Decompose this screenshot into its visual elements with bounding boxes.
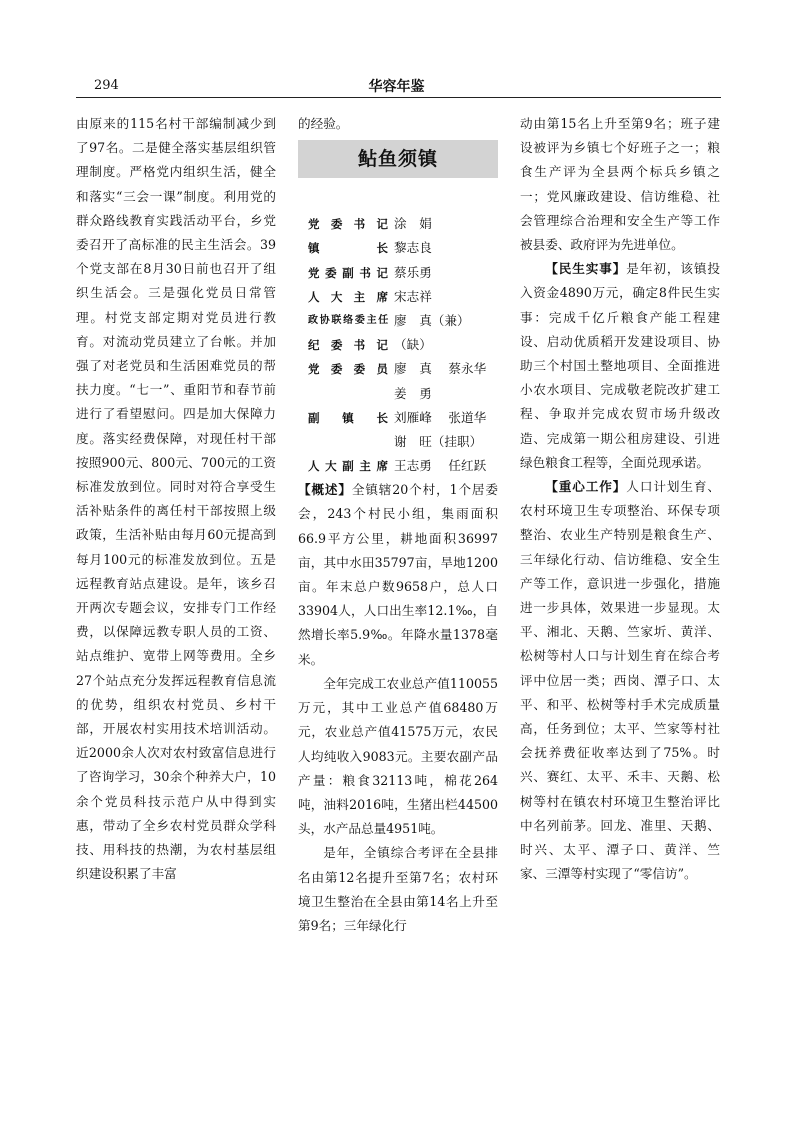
roster-role: 党委副书记	[308, 265, 388, 280]
town-section-title: 鲇鱼须镇	[298, 140, 498, 178]
roster-names: 涂 娟	[394, 216, 432, 232]
roster-names: （缺）	[394, 337, 432, 353]
leadership-roster	[308, 212, 498, 478]
section-heading-key-work: 【重心工作】	[545, 479, 627, 495]
overview-paragraph	[298, 478, 498, 672]
section-heading-overview: 【概述】	[298, 482, 352, 498]
column-3	[520, 112, 720, 887]
roster-row	[308, 430, 498, 454]
body-paragraph: 由原来的115名村干部编制减少到了97名。二是健全落实基层组织管理制度。严格党内组织生活，健全和落实“三会一课”制度。利用党的群众路线教育实践活动平台，乡党委召开了高标准的民主生活会。39个党支部在8月30日前也召开了组织生活会。三是强化党员日常管理。村党支部定期对党员进行教育。对流动党员建立了台帐。并加强了对老党员和生活困难党员的帮扶力度。“七一”、重阳节和春节前进行了看望慰问。四是加大保障力度。落实经费保障，对现任村干部按照900元、800元、700元的工资标准发放到位。同时对符合享受生活补贴条件的离任村干部按照上级政策，生活补贴由每月60元提高到每月100元的标准发放到位。五是远程教育站点建设。是年，该乡召开两次专题会议，安排专门工作经费，以保障远教专职人员的工资、站点维护、宽带上网等费用。全乡27个站点充分发挥远程教育信息流的优势，组织农村党员、乡村干部，开展农村实用技术培训活动。近2000余人次对农村致富信息进行了咨询学习，30余个种养大户，10余个党员科技示范户从中得到实惠，带动了全乡农村党员群众学科技、用科技的热潮，为农村基层组织建设积累了丰富	[76, 116, 276, 882]
body-paragraph: 动由第15名上升至第9名；班子建设被评为乡镇七个好班子之一；粮食生产评为全县两个标兵乡镇之一；党风廉政建设、信访维稳、社会管理综合治理和安全生产等工作被县委、政府评为先进单位。	[520, 116, 720, 253]
key-work-paragraph	[520, 475, 720, 886]
column-2	[298, 112, 498, 938]
roster-role: 政协联络委主任	[308, 314, 388, 326]
roster-row	[308, 382, 498, 406]
roster-names: 蔡乐勇	[394, 264, 432, 280]
roster-names: 刘雁峰 张道华	[394, 409, 487, 425]
body-paragraph: 是年，全镇综合考评在全县排名由第12名提升至第7名；农村环境卫生整治在全县由第14名上升至第9名；三年绿化行	[298, 845, 498, 933]
column-1	[76, 112, 276, 887]
roster-role: 人大副主席	[308, 459, 388, 474]
body-paragraph: 全年完成工农业总产值110055万元，其中工业总产值68480万元，农业总产值41575万元，农民人均纯收入9083元。主要农副产品产量：粮食32113吨，棉花264吨，油料2016吨，生猪出栏44500头，水产品总量4951吨。	[298, 675, 498, 837]
roster-row	[308, 454, 498, 478]
roster-role: 副 镇 长	[308, 410, 388, 425]
roster-row	[308, 261, 498, 285]
roster-row	[308, 236, 498, 260]
roster-names: 王志勇 任红跃	[394, 458, 487, 474]
roster-names: 宋志祥	[394, 288, 432, 304]
section-heading-livelihood: 【民生实事】	[545, 261, 627, 277]
page-number: 294	[94, 78, 119, 93]
roster-role: 党委书记	[308, 217, 388, 232]
roster-role: 人大主席	[308, 289, 388, 304]
roster-row	[308, 309, 498, 333]
key-work-text: 人口计划生育、农村环境卫生专项整治、环保专项整治、农业生产特别是粮食生产、三年绿化行动、信访维稳、安全生产等工作，意识进一步强化，措施进一步具体，效果进一步显现。太平、湘北、天鹅、竺家圻、黄洋、松树等村人口与计划生育在综合考评中位居一类；西岗、潭子口、太平、和平、松树等村手术完成质量高，任务到位；太平、竺家等村社会抚养费征收率达到了75%。时兴、赛红、太平、禾丰、天鹅、松树等村在镇农村环境卫生整治评比中名列前茅。回龙、准里、天鹅、时兴、太平、潭子口、黄洋、竺家、三潭等村实现了“零信访”。	[520, 479, 721, 882]
body-paragraph: 的经验。	[298, 116, 349, 131]
roster-row	[308, 285, 498, 309]
roster-role: 镇 长	[308, 241, 388, 256]
running-title: 华容年鉴	[368, 79, 425, 95]
roster-names: 姜 勇	[394, 385, 432, 401]
roster-row	[308, 357, 498, 381]
roster-names: 廖 真 蔡永华	[394, 361, 487, 377]
overview-text: 全镇辖20个村，1个居委会，243个村民小组，集雨面积66.9平方公里，耕地面积36997亩，其中水田35797亩，旱地1200亩。年末总户数9658户，总人口33904人，人口出生率12.1‰，自然增长率5.9‰。年降水量1378毫米。	[298, 482, 498, 667]
header-rule	[76, 97, 721, 98]
roster-names: 黎志良	[394, 240, 432, 256]
roster-names: 谢 旺（挂职）	[394, 433, 483, 449]
livelihood-text: 是年初，该镇投入资金4890万元，确定8件民生实事：完成千亿斤粮食产能工程建设、启动优质稻开发建设项目、协助三个村国土整地项目、全面推进小农水项目、完成敬老院改扩建工程、争取并完成农贸市场升级改造、完成第一期公租房建设、引进绿色粮食工程等，全面兑现承诺。	[520, 261, 721, 470]
roster-role: 党委委员	[308, 362, 388, 377]
roster-names: 廖 真（兼）	[394, 312, 470, 328]
roster-role: 纪委书记	[308, 338, 388, 353]
livelihood-paragraph	[520, 257, 720, 475]
roster-row	[308, 333, 498, 357]
roster-row	[308, 212, 498, 236]
roster-row	[308, 406, 498, 430]
